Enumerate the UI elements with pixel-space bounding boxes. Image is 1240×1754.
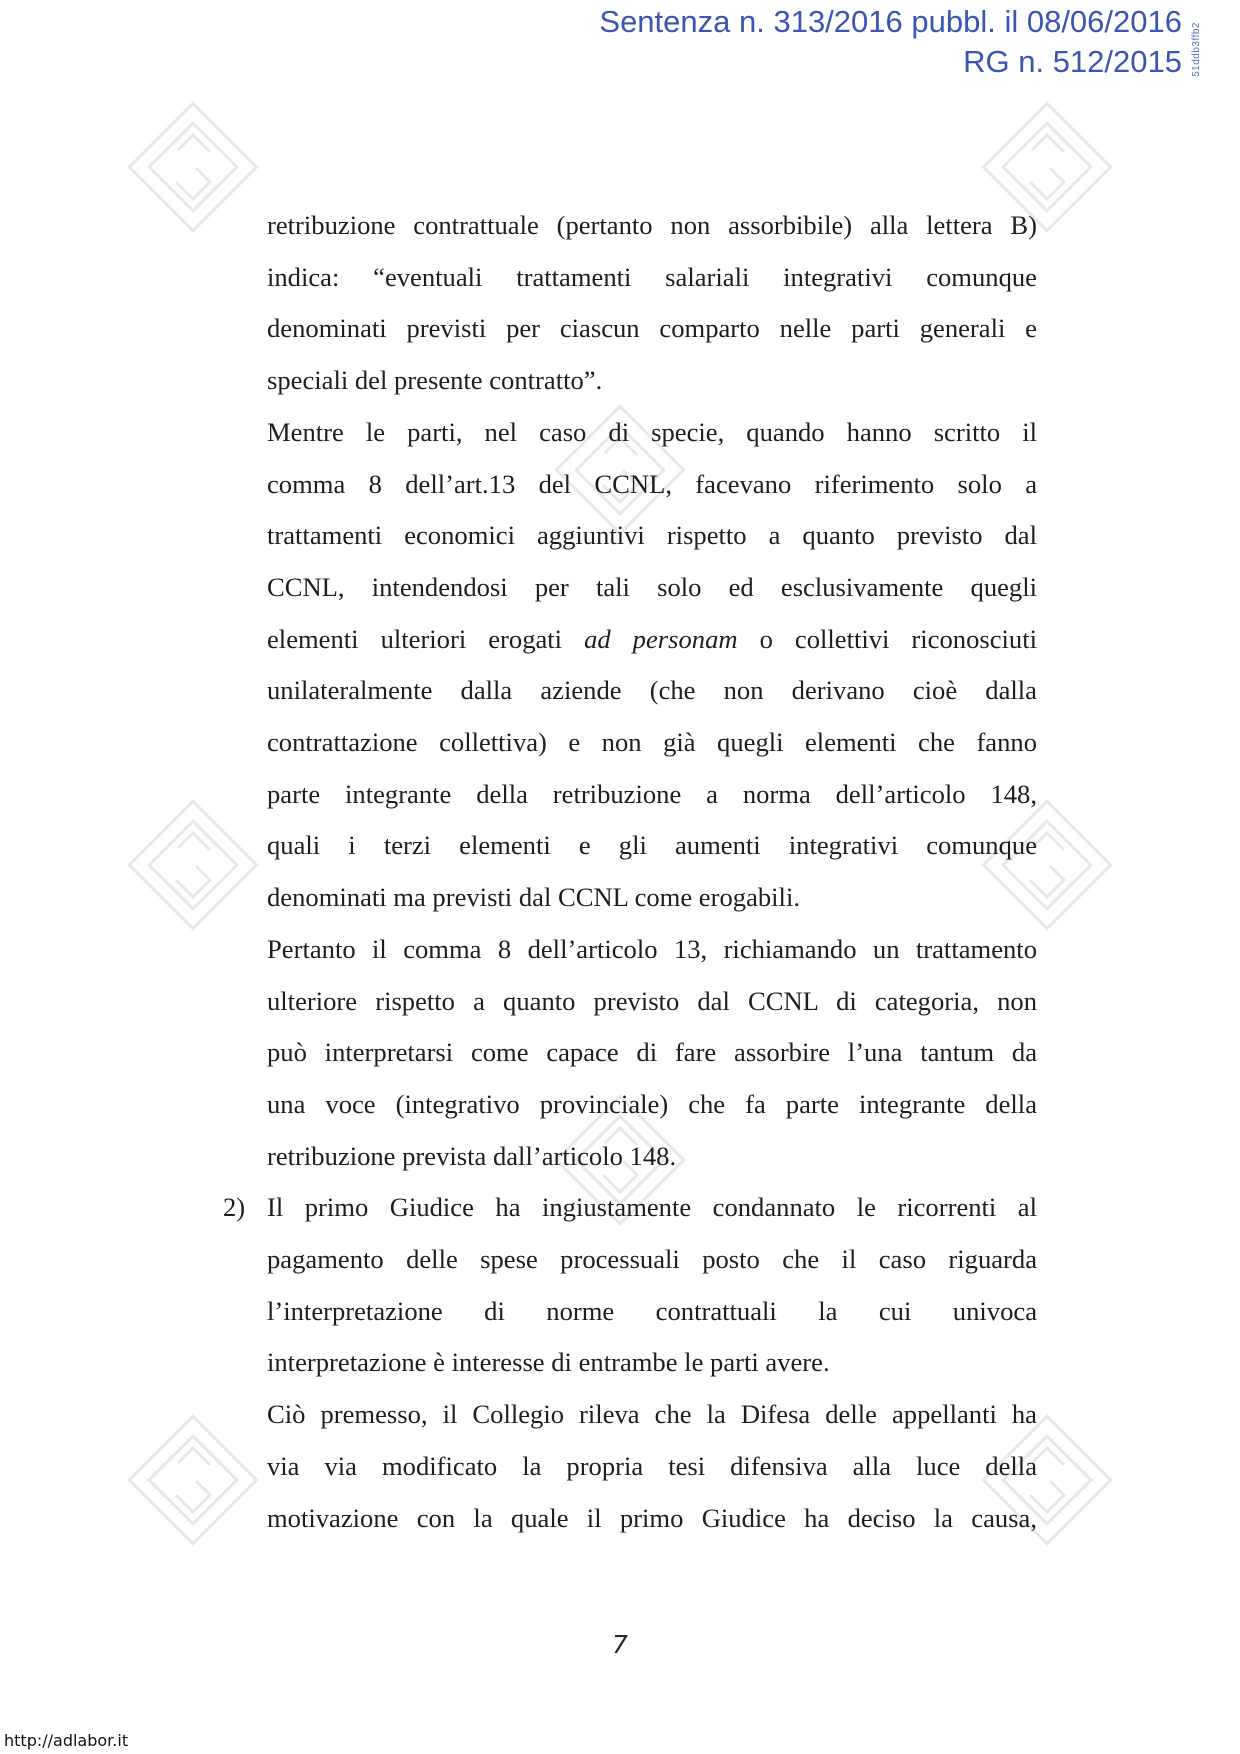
watermark-logo-icon	[118, 1405, 268, 1555]
body-line: pagamento delle spese processuali posto che il caso riguarda	[267, 1244, 1037, 1275]
body-line: Ciò premesso, il Collegio rileva che la Difesa delle appellanti ha	[267, 1399, 1037, 1430]
body-line: speciali del presente contratto”.	[267, 365, 603, 396]
body-line: motivazione con la quale il primo Giudice ha deciso la causa,	[267, 1502, 1037, 1533]
document-id-code: 51ddb3ffb2	[1191, 22, 1202, 77]
body-line: CCNL, intendendosi per tali solo ed esclusivamente quegli	[267, 571, 1037, 602]
body-line: via via modificato la propria tesi difensiva alla luce della	[267, 1450, 1037, 1481]
italic-phrase: ad personam	[584, 623, 738, 654]
body-line: parte integrante della retribuzione a norma dell’articolo 148,	[267, 778, 1037, 809]
watermark-logo-icon	[118, 92, 268, 242]
document-header	[599, 2, 1182, 82]
body-line: Mentre le parti, nel caso di specie, quando hanno scritto il	[267, 416, 1037, 447]
body-line: retribuzione contrattuale (pertanto non assorbibile) alla lettera B)	[267, 210, 1037, 240]
body-line: interpretazione è interesse di entrambe le parti avere.	[267, 1347, 830, 1378]
body-line: retribuzione prevista dall’articolo 148.	[267, 1140, 677, 1171]
body-line: denominati previsti per ciascun comparto nelle parti generali e	[267, 313, 1037, 344]
body-line: può interpretarsi come capace di fare assorbire l’una tantum da	[267, 1037, 1037, 1068]
watermark-logo-icon	[118, 790, 268, 940]
body-line: una voce (integrativo provinciale) che fa parte integrante della	[267, 1088, 1037, 1119]
list-item-2	[223, 1182, 1037, 1234]
body-line: denominati ma previsti dal CCNL come erogabili.	[267, 882, 800, 913]
body-line: indica: “eventuali trattamenti salariali integrativi comunque	[267, 261, 1037, 292]
body-line: contrattazione collettiva) e non già quegli elementi che fanno	[267, 727, 1037, 758]
document-body	[223, 200, 1037, 1544]
body-line: Pertanto il comma 8 dell’articolo 13, richiamando un trattamento	[267, 933, 1037, 964]
body-line: ulteriore rispetto a quanto previsto dal CCNL di categoria, non	[267, 985, 1037, 1016]
body-line: unilateralmente dalla aziende (che non derivano cioè dalla	[267, 675, 1037, 706]
sentenza-reference: Sentenza n. 313/2016 pubbl. il 08/06/2016	[599, 4, 1182, 39]
list-marker: 2)	[223, 1192, 246, 1223]
body-line: l’interpretazione di norme contrattuali la cui univoca	[267, 1295, 1037, 1326]
page-number: 7	[612, 1630, 628, 1659]
body-line: trattamenti economici aggiuntivi rispetto a quanto previsto dal	[267, 520, 1037, 551]
rg-reference: RG n. 512/2015	[963, 44, 1182, 79]
footer-url: http://adlabor.it	[4, 1731, 129, 1750]
body-line-with-italic: elementi ulteriori erogati ad personam o collettivi riconosciuti	[267, 623, 1037, 654]
body-line: Il primo Giudice ha ingiustamente condannato le ricorrenti al	[267, 1192, 1037, 1223]
body-line: comma 8 dell’art.13 del CCNL, facevano riferimento solo a	[267, 468, 1037, 499]
body-line: quali i terzi elementi e gli aumenti integrativi comunque	[267, 830, 1037, 861]
